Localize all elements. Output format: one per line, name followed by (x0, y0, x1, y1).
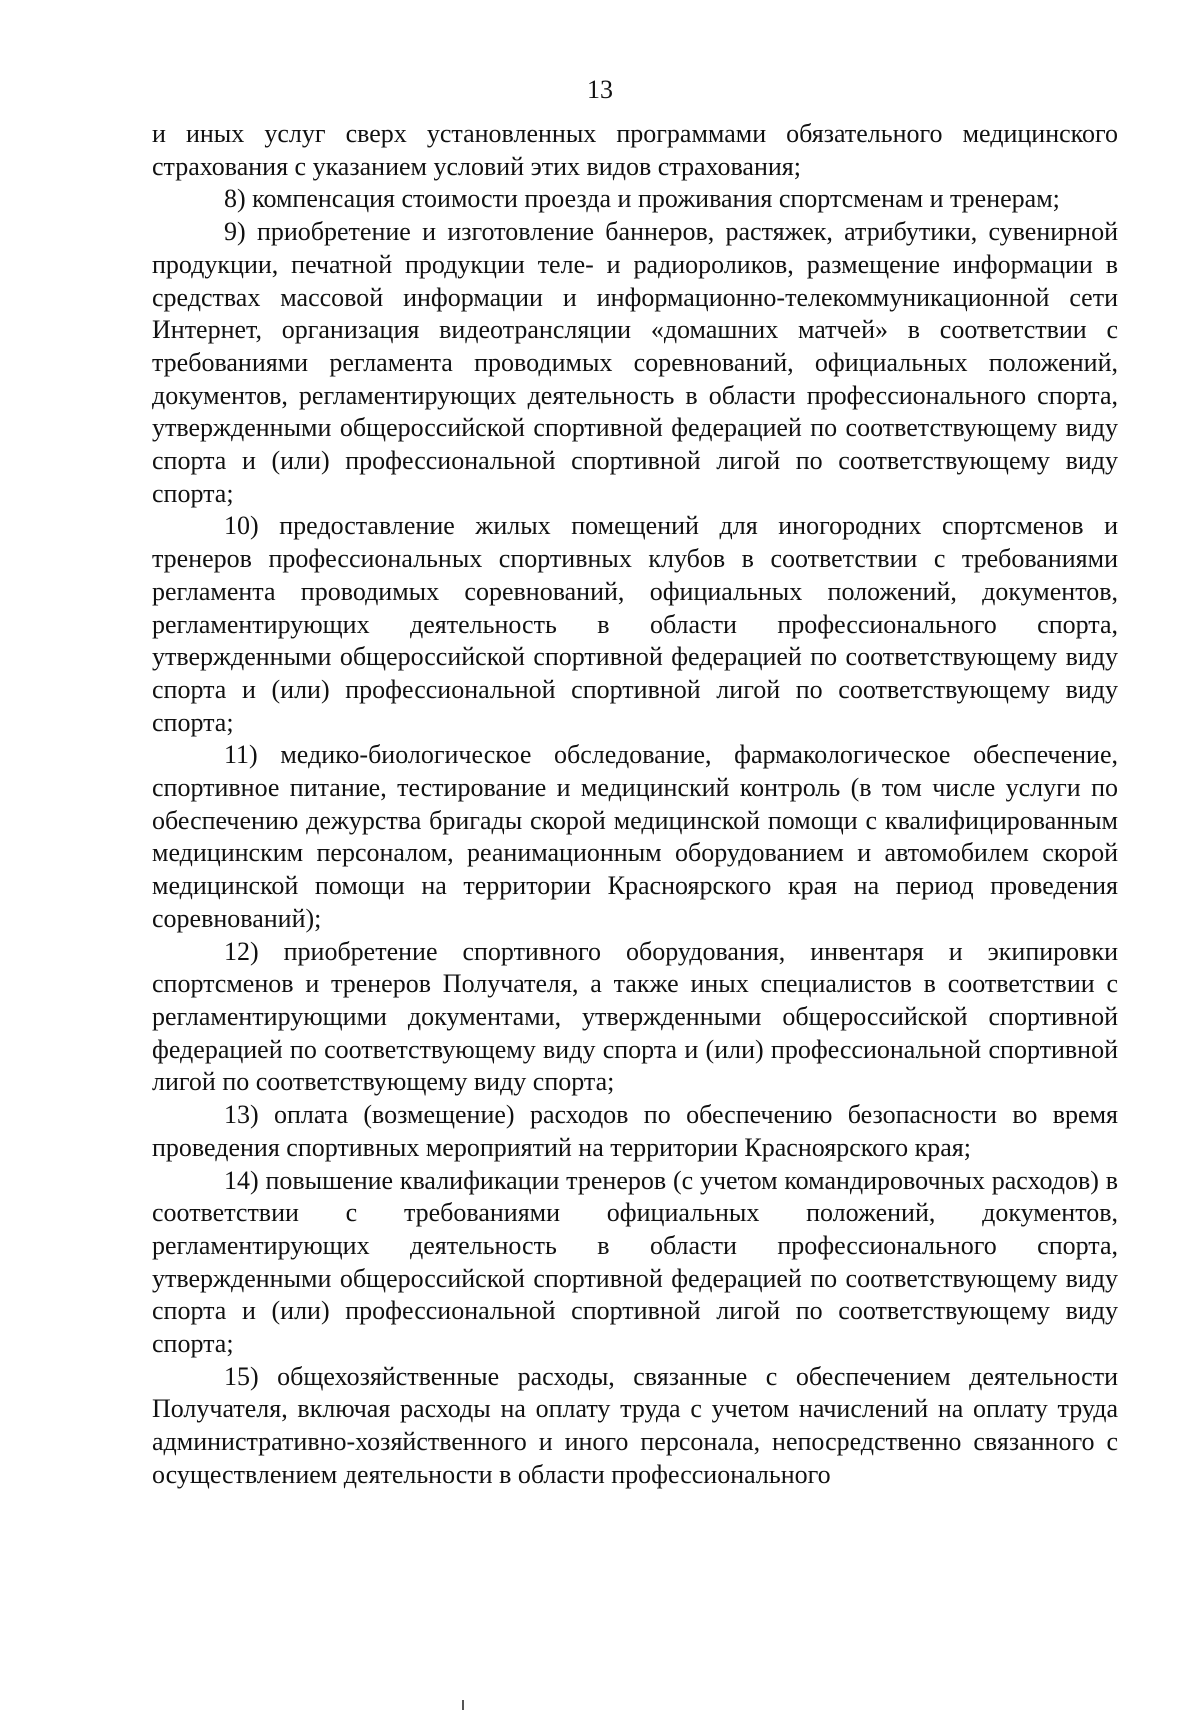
paragraph-item-13: 13) оплата (возмещение) расходов по обеспечению безопасности во время проведения спортивных мероприятий на территории Красноярского края; (152, 1100, 1118, 1162)
paragraph-item-14: 14) повышение квалификации тренеров (с учетом командировочных расходов) в соответствии с требованиями официальных положений, документов, регламентирующих деятельность в области профессионального спорта, утвержденными общероссийской спортивной федерацией по соответствующему виду спорта и (или) профессиональной спортивной лигой по соответствующему виду спорта; (152, 1165, 1118, 1359)
page-number: 13 (587, 75, 613, 104)
paragraph-item-10: 10) предоставление жилых помещений для иногородних спортсменов и тренеров профессиональных спортивных клубов в соответствии с требованиями регламента проводимых соревнований, официальных положений, документов, регламентирующих деятельность в области профессионального спорта, утвержденными общероссийской спортивной федерацией по соответствующему виду спорта и (или) профессиональной спортивной лигой по соответствующему виду спорта; (152, 511, 1118, 737)
paragraph-continuation: и иных услуг сверх установленных программами обязательного медицинского страхования с указанием условий этих видов страхования; (152, 119, 1118, 181)
paragraph-item-8: 8) компенсация стоимости проезда и проживания спортсменам и тренерам; (224, 184, 1060, 214)
paragraph-item-15: 15) общехозяйственные расходы, связанные с обеспечением деятельности Получателя, включая расходы на оплату труда с учетом начислений на оплату труда административно-хозяйственного и иного персонала, непосредственно связанного с осуществлением деятельности в области профессионального (152, 1361, 1118, 1489)
document-body (152, 118, 1118, 1492)
paragraph-item-12: 12) приобретение спортивного оборудования, инвентаря и экипировки спортсменов и тренеров Получателя, а также иных специалистов в соответствии с регламентирующими документами, утвержденными общероссийской спортивной федерацией по соответствующему виду спорта и (или) профессиональной спортивной лигой по соответствующему виду спорта; (152, 936, 1118, 1097)
paragraph-item-9: 9) приобретение и изготовление баннеров, растяжек, атрибутики, сувенирной продукции, печатной продукции теле- и радиороликов, размещение информации в средствах массовой информации и информационно-телекоммуникационной сети Интернет, организация видеотрансляции «домашних матчей» в соответствии с требованиями регламента проводимых соревнований, официальных положений, документов, регламентирующих деятельность в области профессионального спорта, утвержденными общероссийской спортивной федерацией по соответствующему виду спорта и (или) профессиональной спортивной лигой по соответствующему виду спорта; (152, 217, 1118, 508)
scan-artifact-mark (462, 1700, 464, 1710)
paragraph-item-11: 11) медико-биологическое обследование, фармакологическое обеспечение, спортивное питание, тестирование и медицинский контроль (в том числе услуги по обеспечению дежурства бригады скорой медицинской помощи с квалифицированным медицинским персоналом, реанимационным оборудованием и автомобилем скорой медицинской помощи на территории Красноярского края на период проведения соревнований); (152, 740, 1118, 933)
